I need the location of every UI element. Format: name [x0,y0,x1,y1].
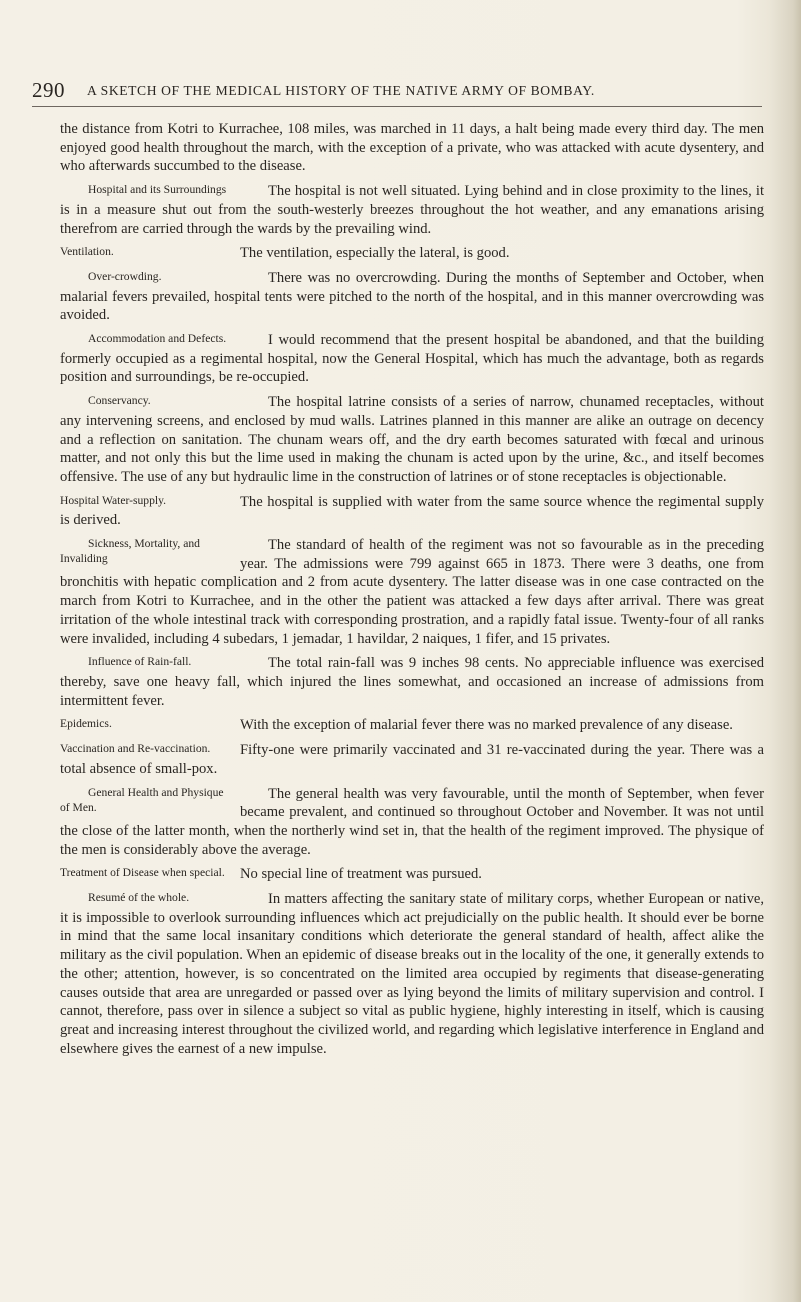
paragraph [60,716,764,735]
paragraph [60,120,764,176]
paragraph [60,536,764,648]
paragraph-text: No special line of treatment was pursued. [240,866,482,883]
paragraph-text: The general health was very favourable, until the month of September, when fever became prevalent, and continued so throughout October and November. It was not until the close of the latter month, when the northerly wind set in, that the health of the regiment improved. The physique of the men is considerably above the average. [60,785,764,858]
page-number: 290 [32,78,65,102]
marginal-note: Resumé of the whole. [88,891,190,905]
paragraph [60,269,764,325]
paragraph-text: The hospital latrine consists of a series of narrow, chunamed receptacles, without any intervening screens, and enclosed by mud walls. Latrines planned in this manner are alike an outrage on decency and a reflection on sanitation. The chunam wears off, and the dry earth becomes saturated with fœcal and urinous matter, and not only this but the lime used in making the chunam is acted upon by the urine, &c., and itself becomes offensive. The use of any but hydraulic lime in the construction of latrines or of stone receptacles is objectionable. [60,394,764,485]
paragraph [60,890,764,1058]
marginal-note: Influence of Rain-fall. [88,655,192,669]
paragraph-text: Fifty-one were primarily vaccinated and 31 re-vaccinated during the year. There was a total absence of small-pox. [60,742,764,777]
marginal-note: Hospital and its Surroundings [88,183,227,197]
page-header [32,78,762,107]
running-title: A SKETCH OF THE MEDICAL HISTORY OF THE NATIVE ARMY OF BOMBAY. [87,83,595,98]
marginal-note: Conservancy. [88,394,151,408]
paragraph-text: There was no overcrowding. During the months of September and October, when malarial fevers prevailed, hospital tents were pitched to the north of the hospital, and in this manner overcrowding was avoided. [60,269,764,324]
paragraph-text: The total rain-fall was 9 inches 98 cents. No appreciable influence was exercised thereby, save one heavy fall, which injured the lines somewhat, and occasioned an increase of admissions from intermittent fever. [60,655,764,709]
paragraph [60,785,764,860]
paragraph-text: With the exception of malarial fever there was no marked prevalence of any disease. [240,717,733,734]
paragraph [60,393,764,487]
paragraph-text: The ventilation, especially the lateral, is good. [240,245,510,262]
paragraph-text: I would recommend that the present hospital be abandoned, and that the building formerly occupied as a regimental hospital, now the General Hospital, which has much the advantage, both as regards position and surroundings, be re-occupied. [60,332,764,386]
marginal-note: General Health and Physique of Men. [60,785,224,814]
marginal-note: Epidemics. [60,717,112,731]
paragraph-text: The hospital is supplied with water from the same source whence the regimental supply is derived. [60,493,764,529]
marginal-note: Hospital Water-supply. [60,493,167,507]
paragraph [60,331,764,387]
paragraph [60,865,764,884]
paragraph-text: In matters affecting the sanitary state of military corps, whether European or native, it is impossible to overlook surrounding influences which act prejudicially on the public health. It should ever be borne in mind that the same local insanitary conditions which deteriorate the general standard of health, affect alike the military as the civil population. When an epidemic of disease breaks out in the locality of the one, it generally extends to the other; attention, however, is so concentrated on the limited area occupied by regiments that disease-generating causes outside that area are unregarded or passed over as lying beyond the limits of military supervision and control. I cannot, therefore, pass over in silence a subject so vital as public hygiene, highly interesting in itself, which is causing great and increasing interest throughout the civilized world, and regarding which legislative interference in England and elsewhere gives the earnest of a new impulse. [60,891,764,1057]
paragraph [60,493,764,530]
marginal-note: Vaccination and Re-vaccination. [60,742,211,756]
marginal-note: Over-crowding. [88,269,162,283]
paragraph [60,654,764,710]
page-body [60,120,764,1064]
paragraph [60,182,764,238]
paragraph-text: the distance from Kotri to Kurrachee, 108 miles, was marched in 11 days, a halt being made every third day. The men enjoyed good health throughout the march, with the exception of a private, who was attacked with acute dysentery, and who afterwards succumbed to the disease. [60,121,764,175]
marginal-note: Sickness, Mortality, and Invaliding [60,537,200,566]
paragraph [60,244,764,263]
marginal-note: Ventilation. [60,245,114,259]
marginal-note: Accommodation and Defects. [88,332,227,346]
paragraph [60,741,764,778]
paragraph-text: The standard of health of the regiment was not so favourable as in the preceding year. The admissions were 799 against 665 in 1873. There were 3 deaths, one from bronchitis with hepatic complication and 2 from acute dysentery. The latter disease was in one case contracted on the march from Kotri to Kurrachee, and in the other the patient was attacked a few days after arrival. There was great irritation of the whole intestinal track with corresponding prostration, and a rapidly fatal issue. Twenty-four of all ranks were invalided, including 4 subedars, 1 jemadar, 1 havildar, 2 naiques, 1 fifer, and 15 privates. [60,537,764,647]
paragraph-text: The hospital is not well situated. Lying behind and in close proximity to the lines, it is in a measure shut out from the south-westerly breezes throughout the hot weather, and any emanations arising therefrom are carried through the wards by the prevailing wind. [60,183,764,237]
marginal-note: Treatment of Disease when special. [60,866,225,880]
